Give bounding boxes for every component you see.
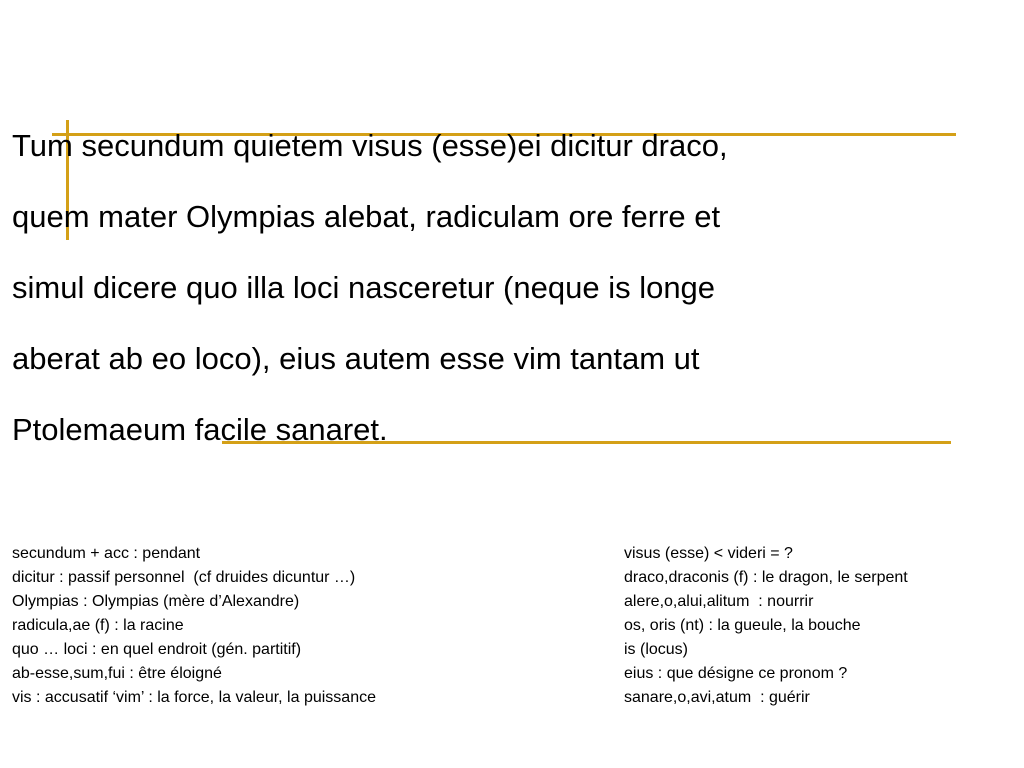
vocabulary-item: eius : que désigne ce pronom ? [624, 665, 848, 682]
vocabulary-left-column [12, 542, 612, 710]
latin-passage [12, 110, 1012, 465]
vocabulary-right-column [624, 542, 1024, 710]
passage-line: Tum secundum quietem visus (esse)ei dicitur draco, [12, 128, 728, 163]
passage-line: simul dicere quo illa loci nasceretur (neque is longe [12, 270, 716, 305]
vocabulary-item: quo … loci : en quel endroit (gén. partitif) [12, 641, 302, 658]
vocabulary-item: sanare,o,avi,atum : guérir [624, 689, 810, 706]
vocabulary-item: secundum + acc : pendant [12, 545, 201, 562]
vocabulary-item: is (locus) [624, 641, 689, 658]
vocabulary-item: dicitur : passif personnel (cf druides dicuntur …) [12, 569, 356, 586]
vocabulary-item: radicula,ae (f) : la racine [12, 617, 184, 634]
vocabulary-item: Olympias : Olympias (mère d’Alexandre) [12, 593, 300, 610]
passage-line: quem mater Olympias alebat, radiculam ore ferre et [12, 199, 721, 234]
passage-line: aberat ab eo loco), eius autem esse vim tantam ut [12, 341, 700, 376]
vocabulary-item: alere,o,alui,alitum : nourrir [624, 593, 814, 610]
vocabulary-item: ab-esse,sum,fui : être éloigné [12, 665, 222, 682]
passage-line: Ptolemaeum facile sanaret. [12, 412, 388, 447]
vocabulary-item: draco,draconis (f) : le dragon, le serpent [624, 569, 908, 586]
vocabulary-item: vis : accusatif ‘vim’ : la force, la valeur, la puissance [12, 689, 376, 706]
vocabulary-item: visus (esse) < videri = ? [624, 545, 793, 562]
vocabulary-item: os, oris (nt) : la gueule, la bouche [624, 617, 861, 634]
